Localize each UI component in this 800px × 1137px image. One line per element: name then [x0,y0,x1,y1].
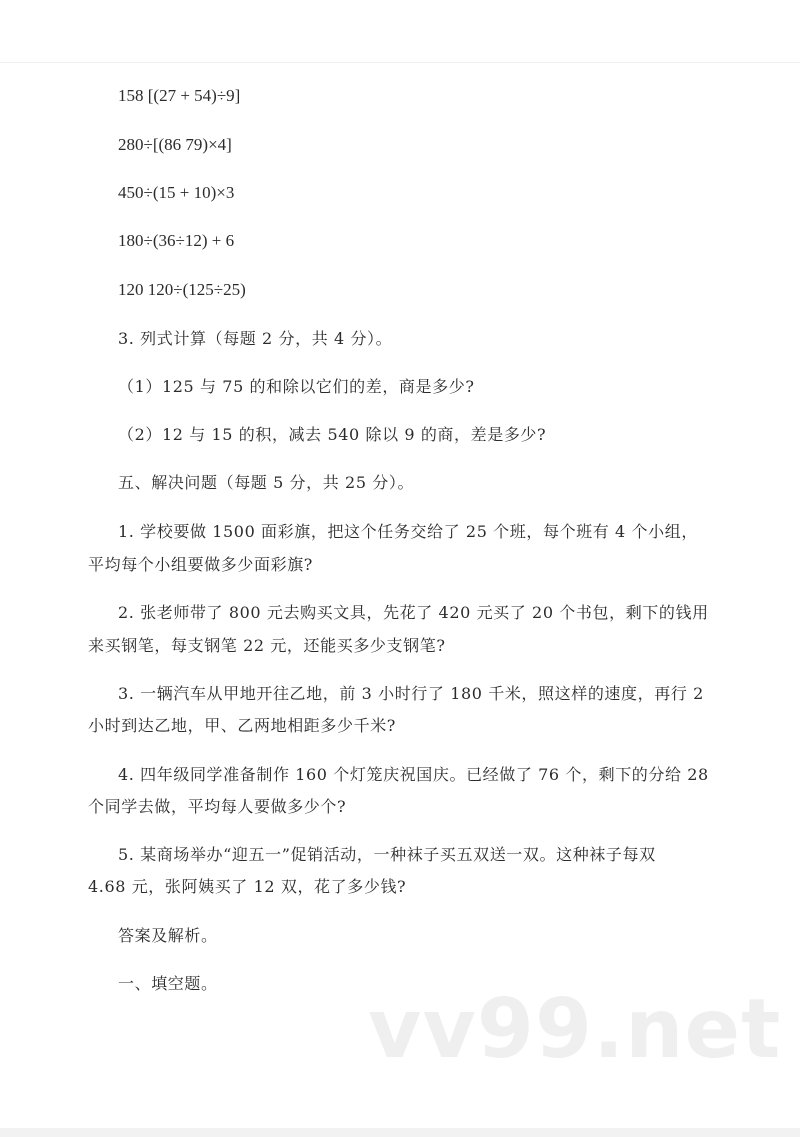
problem-2-line-1: 2. 张老师带了 800 元去购买文具，先花了 420 元买了 20 个书包，剩下的钱用 [118,603,709,622]
problem-1-line-1: 1. 学校要做 1500 面彩旗，把这个任务交给了 25 个班，每个班有 4 个小组， [118,522,698,541]
answers-section-1-heading: 一、填空题。 [118,974,218,993]
section-5-heading: 五、解决问题（每题 5 分，共 25 分）。 [118,473,415,492]
watermark: vv99.net [368,982,782,1077]
expression-3: 450÷(15 + 10)×3 [118,183,235,202]
section-3-question-1: （1）125 与 75 的和除以它们的差，商是多少? [118,377,475,396]
problem-5-line-1: 5. 某商场举办“迎五一”促销活动，一种袜子买五双送一双。这种袜子每双 [118,845,656,864]
problem-4-line-1: 4. 四年级同学准备制作 160 个灯笼庆祝国庆。已经做了 76 个，剩下的分给 28 [118,765,709,784]
problem-3-line-2: 小时到达乙地，甲、乙两地相距多少千米? [88,716,396,735]
section-3-heading: 3. 列式计算（每题 2 分，共 4 分）。 [118,329,393,348]
page-bottom-edge [0,1128,800,1137]
problem-2-line-2: 来买钢笔，每支钢笔 22 元，还能买多少支钢笔? [88,636,446,655]
expression-1: 158 [(27 + 54)÷9] [118,86,241,105]
expression-4: 180÷(36÷12) + 6 [118,231,235,250]
expression-2: 280÷[(86 79)×4] [118,135,232,154]
problem-3-line-1: 3. 一辆汽车从甲地开往乙地，前 3 小时行了 180 千米，照这样的速度，再行 2 [118,684,704,703]
page-top-margin [0,0,800,63]
problem-5-line-2: 4.68 元，张阿姨买了 12 双，花了多少钱? [88,877,407,896]
section-3-question-2: （2）12 与 15 的积，减去 540 除以 9 的商，差是多少? [118,425,547,444]
problem-4-line-2: 个同学去做，平均每人要做多少个? [88,797,347,816]
answers-heading: 答案及解析。 [118,926,218,945]
expression-5: 120 120÷(125÷25) [118,280,246,299]
problem-1-line-2: 平均每个小组要做多少面彩旗? [88,555,313,574]
